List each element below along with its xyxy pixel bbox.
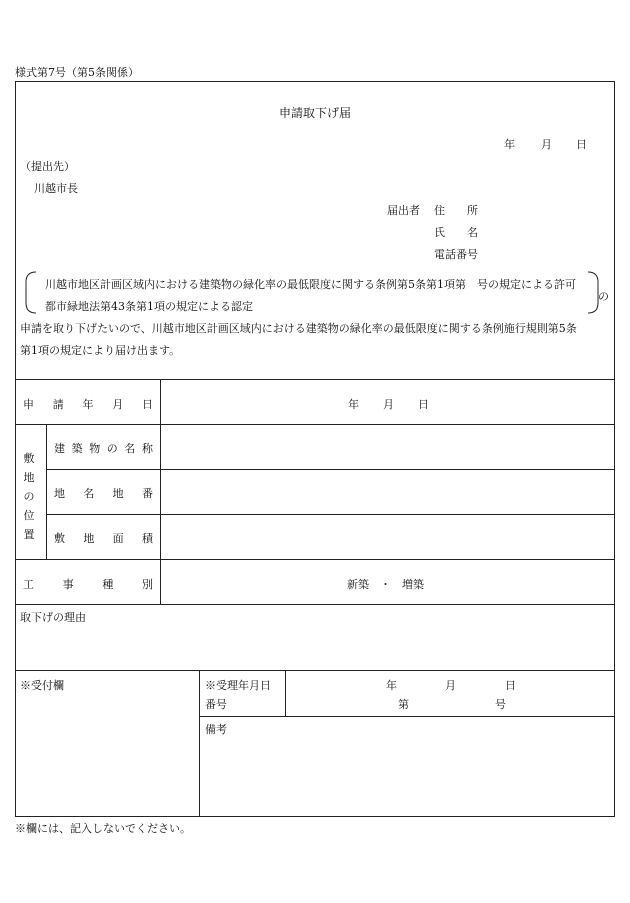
right-bracket bbox=[588, 272, 598, 313]
label-char: 番 bbox=[141, 487, 153, 500]
outer-border-left bbox=[15, 81, 16, 817]
footnote: ※欄には、記入しないでください。 bbox=[15, 822, 191, 835]
label-char: の bbox=[23, 490, 35, 503]
row-divider-6 bbox=[15, 604, 615, 605]
receipt-date-year: 年 bbox=[386, 679, 397, 692]
submission-date-year: 年 bbox=[504, 138, 515, 151]
label-char: 請 bbox=[52, 398, 64, 411]
label-char: 面 bbox=[112, 532, 124, 545]
row-divider-5 bbox=[15, 559, 615, 560]
label-char: 物 bbox=[89, 442, 101, 455]
recipient-name: 川越市長 bbox=[34, 182, 78, 195]
construction-type-options[interactable]: 新築 ・ 増築 bbox=[347, 578, 424, 591]
label-char: の bbox=[106, 442, 118, 455]
receipt-date-month: 月 bbox=[445, 679, 456, 692]
label-char: 事 bbox=[62, 578, 74, 591]
receipt-number-prefix: 第 bbox=[398, 698, 409, 711]
left-bracket bbox=[26, 272, 36, 313]
form-title: 申請取下げ届 bbox=[278, 106, 351, 120]
applicant-name-label: 氏 名 bbox=[434, 226, 478, 239]
submission-date-day: 日 bbox=[576, 138, 587, 151]
label-char: 建 bbox=[54, 442, 65, 455]
applicant-label: 届出者 bbox=[387, 204, 420, 217]
label-char: 別 bbox=[141, 578, 153, 591]
bracket-option-certification: 都市緑地法第43条第1項の規定による認定 bbox=[45, 300, 253, 313]
label-char: 地 bbox=[54, 487, 65, 500]
label-char: 築 bbox=[71, 442, 83, 455]
applicant-phone-label: 電話番号 bbox=[434, 248, 478, 261]
row-divider-7 bbox=[15, 670, 615, 671]
label-char: 敷 bbox=[54, 532, 65, 545]
site-location-label bbox=[22, 449, 36, 544]
application-date-year: 年 bbox=[348, 398, 359, 411]
form-number: 様式第7号（第5条関係） bbox=[15, 66, 139, 79]
label-char: 名 bbox=[83, 487, 95, 500]
row-divider-1 bbox=[15, 379, 615, 380]
label-char: 日 bbox=[142, 398, 153, 411]
application-date-month: 月 bbox=[383, 398, 394, 411]
receipt-date-day: 日 bbox=[505, 679, 516, 692]
receipt-number-suffix: 号 bbox=[495, 698, 506, 711]
lot-number-label bbox=[54, 485, 153, 501]
outer-border-right bbox=[614, 81, 615, 817]
row-divider-4 bbox=[46, 514, 615, 515]
label-char: 工 bbox=[23, 578, 34, 591]
row-divider-8 bbox=[199, 716, 615, 717]
row-divider-3 bbox=[46, 469, 615, 470]
label-char: 位 bbox=[23, 509, 35, 522]
label-char: 月 bbox=[112, 398, 124, 411]
body-line-1: 申請を取り下げたいので、川越市地区計画区域内における建築物の緑化率の最低限度に関する条例施行規則第5条 bbox=[20, 322, 577, 335]
application-date-label bbox=[23, 396, 153, 412]
construction-type-label bbox=[23, 576, 153, 592]
body-line-2: 第1項の規定により届け出ます。 bbox=[20, 344, 181, 357]
receipt-label-divider bbox=[285, 670, 286, 716]
applicant-address-label: 住 所 bbox=[434, 204, 478, 217]
label-char: 種 bbox=[102, 578, 114, 591]
label-char: 地 bbox=[112, 487, 124, 500]
application-date-day: 日 bbox=[418, 398, 429, 411]
label-char: 積 bbox=[141, 532, 153, 545]
reception-label: ※受付欄 bbox=[20, 679, 64, 692]
recipient-heading: （提出先） bbox=[20, 160, 75, 173]
reception-divider bbox=[199, 670, 200, 816]
row-divider-2 bbox=[15, 424, 615, 425]
outer-border-top bbox=[15, 81, 615, 82]
bracket-option-permit: 川越市地区計画区域内における建築物の緑化率の最低限度に関する条例第5条第1項第 号の規定による許可 bbox=[45, 278, 576, 291]
receipt-number-label: 番号 bbox=[205, 698, 227, 711]
label-char: 年 bbox=[82, 398, 94, 411]
label-char: 地 bbox=[23, 471, 35, 484]
label-char: 敷 bbox=[23, 452, 35, 465]
withdrawal-reason-label: 取下げの理由 bbox=[20, 611, 86, 624]
receipt-date-label: ※受理年月日 bbox=[205, 679, 271, 692]
label-char: 地 bbox=[83, 532, 95, 545]
label-char: 称 bbox=[141, 442, 153, 455]
bracket-suffix: の bbox=[598, 290, 609, 303]
site-area-label bbox=[54, 530, 153, 546]
outer-border-bottom bbox=[15, 816, 615, 817]
label-char: 申 bbox=[23, 398, 34, 411]
label-column-divider bbox=[160, 379, 161, 604]
submission-date-month: 月 bbox=[541, 138, 552, 151]
building-name-label bbox=[54, 440, 153, 456]
remarks-label: 備考 bbox=[205, 723, 227, 736]
site-location-divider bbox=[46, 424, 47, 559]
label-char: 置 bbox=[23, 528, 35, 541]
label-char: 名 bbox=[124, 442, 136, 455]
